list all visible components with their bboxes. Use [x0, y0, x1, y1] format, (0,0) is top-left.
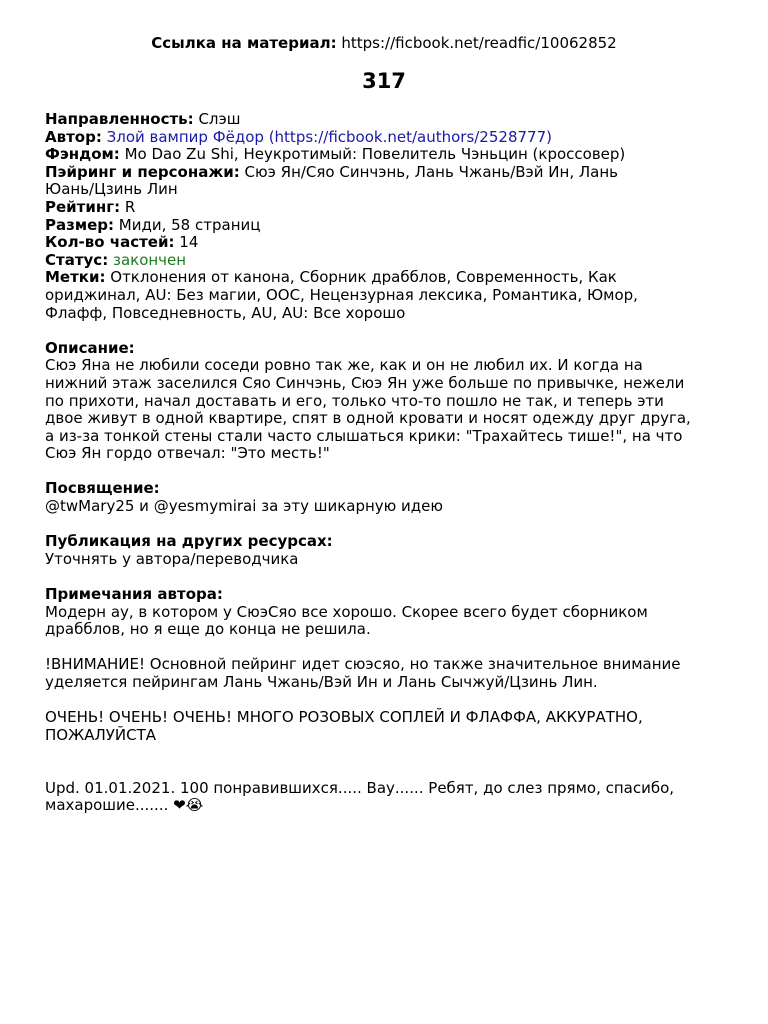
direction-value: Слэш	[198, 110, 241, 128]
tags-label: Метки:	[45, 268, 106, 287]
fandom-value: Mo Dao Zu Shi, Неукротимый: Повелитель Чэньцин (кроссовер)	[124, 145, 626, 164]
description-line: двое живут в одной квартире, спят в одной кровати и носят одежду друг друга,	[45, 409, 691, 428]
parts-row	[45, 234, 725, 252]
notes-p3-line2: ПОЖАЛУЙСТА	[45, 725, 157, 744]
tags-line2: ориджинал, AU: Без магии, ООС, Нецензурная лексика, Романтика, Юмор,	[45, 285, 638, 304]
description-line: по прихоти, начал доставать и его, только что-то пошло не так, и теперь эти	[45, 391, 664, 410]
pairing-row-cont	[45, 181, 725, 199]
rating-value: R	[124, 197, 136, 216]
dedication-heading: Посвящение:	[45, 479, 160, 498]
rating-row	[45, 199, 725, 217]
publication-heading: Публикация на других ресурсах:	[45, 532, 333, 551]
author-row	[45, 129, 725, 147]
source-line	[0, 34, 768, 52]
notes-section	[45, 586, 725, 815]
pairing-value-line2: Юань/Цзинь Лин	[45, 180, 178, 199]
tags-row-cont1	[45, 287, 725, 305]
direction-row	[45, 111, 725, 129]
status-row	[45, 252, 725, 270]
parts-label: Кол-во частей:	[45, 233, 175, 252]
notes-p4-line2: махарошие....... ❤😭	[45, 796, 204, 815]
fandom-label: Фэндом:	[45, 145, 120, 164]
source-label: Ссылка на материал:	[151, 34, 337, 52]
notes-p3-line1: ОЧЕНЬ! ОЧЕНЬ! ОЧЕНЬ! МНОГО РОЗОВЫХ СОПЛЕЙ И ФЛАФФА, АККУРАТНО,	[45, 708, 643, 727]
notes-heading: Примечания автора:	[45, 585, 223, 604]
dedication-text: @twMary25 и @yesmymirai за эту шикарную идею	[45, 497, 444, 516]
tags-row-cont2	[45, 305, 725, 323]
tags-row	[45, 269, 725, 287]
fandom-row	[45, 146, 725, 164]
metadata-block	[45, 111, 725, 815]
rating-label: Рейтинг:	[45, 197, 121, 216]
description-line: Сюэ Яна не любили соседи ровно так же, как и он не любил их. И когда на	[45, 356, 643, 375]
publication-section	[45, 533, 725, 568]
description-line: Сюэ Ян гордо отвечал: "Это месть!"	[45, 444, 330, 463]
tags-line1: Отклонения от канона, Сборник драбблов, Современность, Как	[110, 268, 617, 287]
description-heading: Описание:	[45, 338, 135, 357]
author-link[interactable]: Злой вампир Фёдор (https://ficbook.net/authors/2528777)	[106, 127, 552, 146]
notes-p2-line1: !ВНИМАНИЕ! Основной пейринг идет сюэсяо, но также значительное внимание	[45, 655, 681, 674]
notes-p4-line1: Upd. 01.01.2021. 100 понравившихся..... Вау...... Ребят, до слез прямо, спасибо,	[45, 778, 675, 797]
size-row	[45, 217, 725, 235]
description-line: а из-за тонкой стены стали часто слышаться крики: "Трахайтесь тише!", на что	[45, 426, 683, 445]
publication-text: Уточнять у автора/переводчика	[45, 549, 299, 568]
direction-label: Направленность:	[45, 110, 194, 128]
paragraph-gap	[45, 744, 725, 779]
notes-p1-line1: Модерн ау, в котором у СюэСяо все хорошо. Скорее всего будет сборником	[45, 602, 648, 621]
dedication-section	[45, 480, 725, 515]
pairing-value-line1: Сюэ Ян/Сяо Синчэнь, Лань Чжань/Вэй Ин, Лань	[244, 162, 618, 181]
size-value: Миди, 58 страниц	[118, 215, 261, 234]
description-line: нижний этаж заселился Сяо Синчэнь, Сюэ Ян уже больше по привычке, нежели	[45, 373, 685, 392]
status-value: закончен	[112, 250, 187, 269]
status-label: Статус:	[45, 250, 109, 269]
description-section	[45, 340, 725, 463]
pairing-row	[45, 164, 725, 182]
notes-p1-line2: драбблов, но я еще до конца не решила.	[45, 620, 371, 639]
parts-value: 14	[179, 233, 199, 252]
size-label: Размер:	[45, 215, 115, 234]
paragraph-gap	[45, 639, 725, 657]
work-title: 317	[362, 69, 406, 93]
pairing-label: Пэйринг и персонажи:	[45, 162, 240, 181]
paragraph-gap	[45, 692, 725, 710]
tags-line3: Флафф, Повседневность, AU, AU: Все хорошо	[45, 303, 406, 322]
notes-p2-line2: уделяется пейрингам Лань Чжань/Вэй Ин и Лань Сычжуй/Цзинь Лин.	[45, 673, 598, 691]
source-url[interactable]: https://ficbook.net/readfic/10062852	[341, 34, 617, 52]
author-label: Автор:	[45, 127, 102, 146]
